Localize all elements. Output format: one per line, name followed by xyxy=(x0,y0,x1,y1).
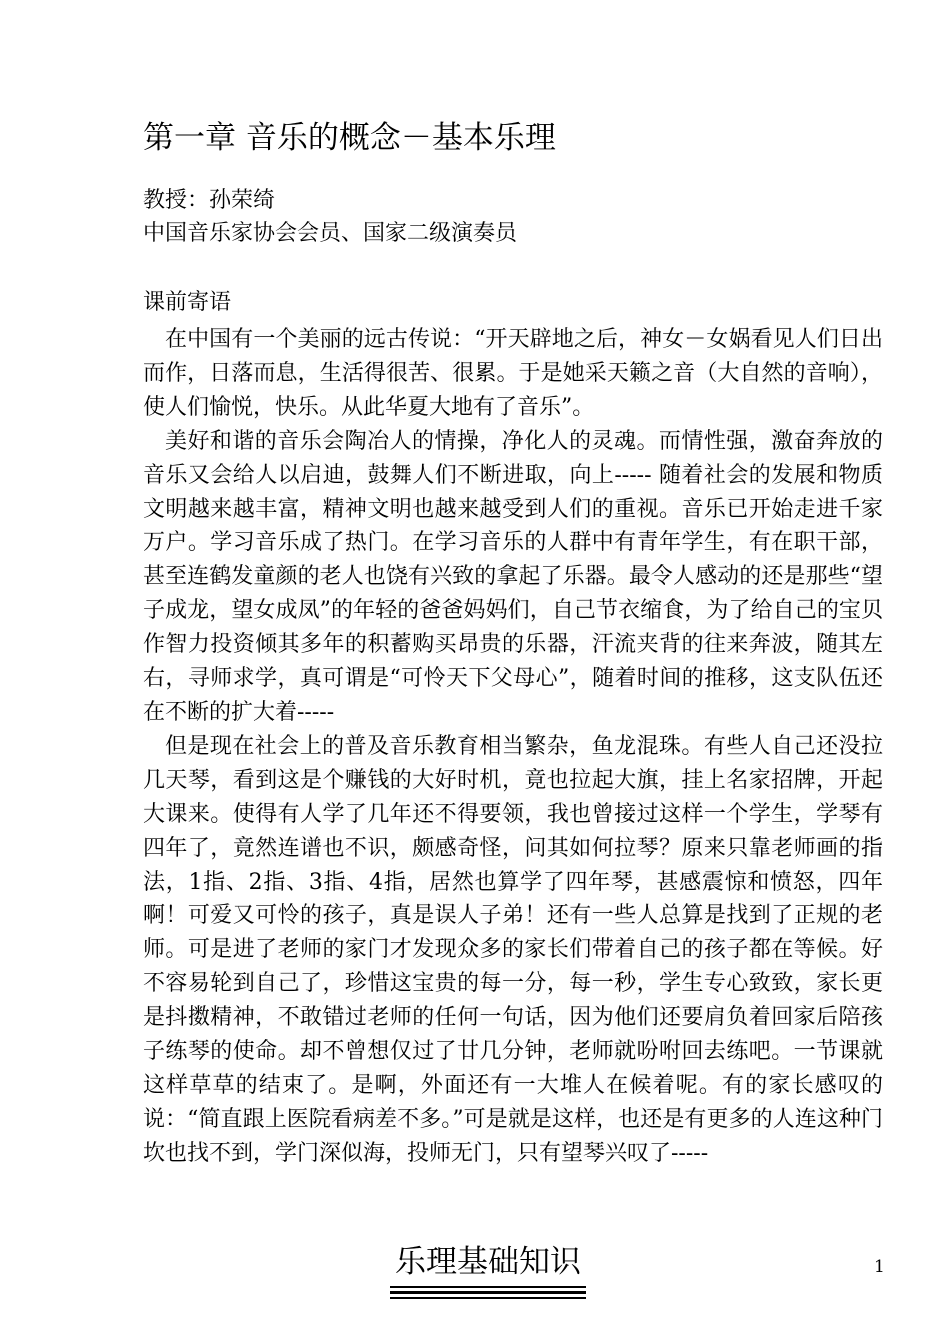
body-text xyxy=(143,323,883,1171)
footer-rule-middle xyxy=(390,1291,586,1294)
author-line: 教授：孙荣绮 xyxy=(143,188,276,213)
paragraph-legend: 在中国有一个美丽的远古传说：“开天辟地之后，神女－女娲看见人们日出而作，日落而息，生活得很苦、很累。于是她采天籁之音（大自然的音响），使人们愉悦，快乐。从此华夏大地有了音乐”。 xyxy=(143,327,883,420)
footer-rule-bottom xyxy=(390,1297,586,1299)
section-heading: 课前寄语 xyxy=(143,290,232,315)
affiliation-line: 中国音乐家协会会员、国家二级演奏员 xyxy=(143,221,518,246)
paragraph-education-problems: 但是现在社会上的普及音乐教育相当繁杂，鱼龙混珠。有些人自己还没拉几天琴，看到这是个赚钱的大好时机，竟也拉起大旗，挂上名家招牌，开起大课来。使得有人学了几年还不得要领，我也曾接过这样一个学生，学琴有四年了，竟然连谱也不识，颇感奇怪，问其如何拉琴？原来只靠老师画的指法，1指、2指、3指、4指，居然也算学了四年琴，甚感震惊和愤怒，四年啊！可爱又可怜的孩子，真是误人子弟！还有一些人总算是找到了正规的老师。可是进了老师的家门才发现众多的家长们带着自己的孩子都在等候。好不容易轮到自己了，珍惜这宝贵的每一分，每一秒，学生专心致致，家长更是抖擞精神，不敢错过老师的任何一句话，因为他们还要肩负着回家后陪孩子练琴的使命。却不曾想仅过了廿几分钟，老师就吩咐回去练吧。一节课就这样草草的结束了。是啊，外面还有一大堆人在候着呢。有的家长感叹的说：“简直跟上医院看病差不多。”可是就是这样，也还是有更多的人连这种门坎也找不到，学门深似海，投师无门，只有望琴兴叹了----- xyxy=(143,733,883,1166)
paragraph-music-popularity: 美好和谐的音乐会陶冶人的情操，净化人的灵魂。而情性强，激奋奔放的音乐又会给人以启迪，鼓舞人们不断进取，向上----- 随着社会的发展和物质文明越来越丰富，精神文明也越来越受到人们的重视。音乐已开始走进千家万户。学习音乐成了热门。在学习音乐的人群中有青年学生，有在职干部，甚至连鹤发童颜的老人也饶有兴致的拿起了乐器。最令人感动的还是那些“望子成龙，望女成凤”的年轻的爸爸妈妈们，自己节衣缩食，为了给自己的宝贝作智力投资倾其多年的积蓄购买昂贵的乐器，汗流夹背的往来奔波，随其左右，寻师求学，真可谓是“可怜天下父母心”，随着时间的推移，这支队伍还在不断的扩大着----- xyxy=(143,428,883,725)
chapter-title: 第一章 音乐的概念－基本乐理 xyxy=(143,120,556,156)
footer-title: 乐理基础知识 xyxy=(395,1244,581,1280)
footer-rule-top xyxy=(390,1286,586,1288)
page-number: 1 xyxy=(874,1257,885,1277)
